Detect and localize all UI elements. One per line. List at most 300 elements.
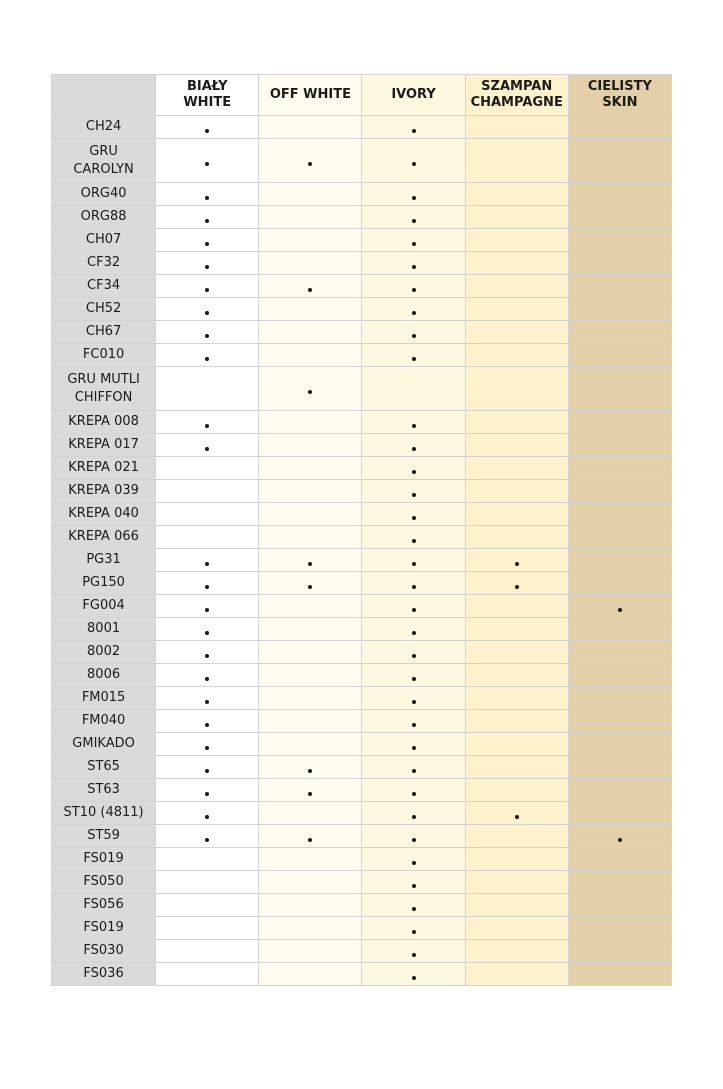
availability-cell — [465, 917, 568, 940]
fabric-name-line1: KREPA 017 — [68, 437, 139, 452]
column-header-line2: WHITE — [183, 95, 232, 110]
availability-cell — [259, 275, 362, 298]
table-row — [52, 664, 672, 687]
availability-cell — [465, 116, 568, 139]
available-dot-icon — [308, 390, 312, 394]
availability-cell — [259, 206, 362, 229]
fabric-name-cell — [52, 549, 156, 572]
availability-cell — [568, 526, 671, 549]
availability-cell — [465, 779, 568, 802]
column-header-line2: CHAMPAGNE — [470, 95, 563, 110]
fabric-name-cell — [52, 526, 156, 549]
table-row — [52, 641, 672, 664]
availability-cell — [465, 183, 568, 206]
available-dot-icon — [412, 539, 416, 543]
table-row — [52, 963, 672, 986]
available-dot-icon — [412, 700, 416, 704]
availability-cell — [465, 344, 568, 367]
availability-cell — [156, 503, 259, 526]
availability-cell — [362, 756, 465, 779]
availability-cell — [568, 183, 671, 206]
available-dot-icon — [205, 654, 209, 658]
fabric-name-line1: KREPA 008 — [68, 414, 139, 429]
availability-cell — [259, 664, 362, 687]
available-dot-icon — [205, 585, 209, 589]
column-header-line2: SKIN — [602, 95, 638, 110]
fabric-name-line1: FS019 — [83, 851, 124, 866]
availability-cell — [465, 595, 568, 618]
available-dot-icon — [205, 746, 209, 750]
table-row — [52, 275, 672, 298]
availability-cell — [156, 206, 259, 229]
availability-cell — [362, 710, 465, 733]
availability-cell — [465, 710, 568, 733]
availability-cell — [362, 917, 465, 940]
available-dot-icon — [205, 608, 209, 612]
available-dot-icon — [618, 838, 622, 842]
column-header-line1: SZAMPAN — [481, 79, 553, 94]
availability-cell — [259, 229, 362, 252]
availability-cell — [259, 321, 362, 344]
column-header-white — [156, 75, 259, 116]
fabric-name-line1: FM040 — [81, 713, 126, 728]
fabric-name-line1: PG31 — [86, 552, 121, 567]
table-row — [52, 206, 672, 229]
fabric-name-line1: FG004 — [82, 598, 125, 613]
available-dot-icon — [412, 585, 416, 589]
availability-cell — [362, 802, 465, 825]
availability-cell — [362, 549, 465, 572]
table-row — [52, 572, 672, 595]
table-row — [52, 434, 672, 457]
available-dot-icon — [618, 608, 622, 612]
available-dot-icon — [308, 585, 312, 589]
available-dot-icon — [412, 562, 416, 566]
available-dot-icon — [412, 196, 416, 200]
table-row — [52, 917, 672, 940]
availability-cell — [156, 963, 259, 986]
fabric-name-line1: CH67 — [85, 324, 122, 339]
fabric-name-line1: GRU MUTLI — [67, 371, 140, 387]
availability-cell — [568, 344, 671, 367]
availability-cell — [259, 779, 362, 802]
table-row — [52, 229, 672, 252]
available-dot-icon — [205, 838, 209, 842]
availability-cell — [156, 687, 259, 710]
fabric-name-cell — [52, 687, 156, 710]
availability-cell — [156, 664, 259, 687]
availability-cell — [362, 503, 465, 526]
available-dot-icon — [308, 288, 312, 292]
availability-cell — [568, 917, 671, 940]
availability-cell — [568, 871, 671, 894]
availability-cell — [156, 894, 259, 917]
available-dot-icon — [205, 357, 209, 361]
available-dot-icon — [412, 470, 416, 474]
fabric-name-cell — [52, 572, 156, 595]
availability-cell — [156, 549, 259, 572]
available-dot-icon — [412, 953, 416, 957]
available-dot-icon — [412, 746, 416, 750]
availability-cell — [465, 434, 568, 457]
available-dot-icon — [515, 815, 519, 819]
fabric-name-cell — [52, 940, 156, 963]
availability-cell — [156, 733, 259, 756]
availability-cell — [465, 940, 568, 963]
table-body — [52, 116, 672, 986]
availability-cell — [465, 367, 568, 411]
fabric-name-line1: CF32 — [87, 255, 121, 270]
fabric-name-line1: CH24 — [85, 119, 122, 134]
fabric-name-cell — [52, 618, 156, 641]
availability-cell — [465, 549, 568, 572]
availability-cell — [465, 275, 568, 298]
available-dot-icon — [205, 242, 209, 246]
availability-cell — [568, 802, 671, 825]
fabric-name-line1: ST65 — [87, 759, 120, 774]
availability-cell — [568, 595, 671, 618]
availability-cell — [259, 710, 362, 733]
fabric-name-line1: FC010 — [82, 347, 125, 362]
availability-cell — [259, 298, 362, 321]
availability-cell — [259, 411, 362, 434]
table-row — [52, 871, 672, 894]
availability-cell — [568, 116, 671, 139]
availability-cell — [259, 183, 362, 206]
fabric-name-cell — [52, 710, 156, 733]
table-row — [52, 549, 672, 572]
available-dot-icon — [205, 162, 209, 166]
availability-cell — [465, 526, 568, 549]
available-dot-icon — [412, 357, 416, 361]
table-row — [52, 503, 672, 526]
table-row — [52, 298, 672, 321]
column-header-line1: OFF WHITE — [269, 87, 351, 102]
table-row — [52, 367, 672, 411]
availability-cell — [259, 480, 362, 503]
availability-cell — [259, 618, 362, 641]
availability-cell — [465, 848, 568, 871]
table-row — [52, 779, 672, 802]
availability-cell — [259, 367, 362, 411]
fabric-name-cell — [52, 963, 156, 986]
availability-cell — [362, 116, 465, 139]
table-row — [52, 802, 672, 825]
table-row — [52, 116, 672, 139]
fabric-name-cell — [52, 457, 156, 480]
availability-cell — [568, 411, 671, 434]
available-dot-icon — [308, 562, 312, 566]
table-row — [52, 825, 672, 848]
availability-cell — [465, 139, 568, 183]
availability-cell — [156, 595, 259, 618]
fabric-name-cell — [52, 367, 156, 411]
availability-cell — [156, 480, 259, 503]
available-dot-icon — [205, 562, 209, 566]
fabric-name-line1: 8001 — [87, 621, 121, 636]
fabric-name-line1: 8006 — [87, 667, 121, 682]
availability-cell — [568, 733, 671, 756]
available-dot-icon — [205, 700, 209, 704]
availability-cell — [259, 848, 362, 871]
fabric-name-line1: FS036 — [83, 966, 124, 981]
availability-cell — [362, 779, 465, 802]
fabric-name-line1: GRU — [89, 143, 118, 159]
available-dot-icon — [205, 677, 209, 681]
availability-cell — [465, 963, 568, 986]
column-header-line1: BIAŁY — [186, 79, 228, 94]
availability-cell — [568, 275, 671, 298]
availability-cell — [156, 116, 259, 139]
availability-cell — [362, 206, 465, 229]
available-dot-icon — [205, 265, 209, 269]
fabric-name-cell — [52, 733, 156, 756]
fabric-name-line1: ST10 (4811) — [63, 805, 144, 820]
fabric-name-line1: 8002 — [87, 644, 121, 659]
table-row — [52, 252, 672, 275]
availability-cell — [465, 503, 568, 526]
available-dot-icon — [412, 424, 416, 428]
fabric-name-cell — [52, 641, 156, 664]
availability-cell — [362, 480, 465, 503]
corner-cell — [52, 75, 156, 116]
column-header-off-white — [259, 75, 362, 116]
fabric-name-line1: CH07 — [85, 232, 122, 247]
availability-cell — [568, 434, 671, 457]
availability-cell — [362, 641, 465, 664]
availability-cell — [568, 503, 671, 526]
availability-cell — [156, 917, 259, 940]
availability-cell — [362, 367, 465, 411]
available-dot-icon — [412, 219, 416, 223]
availability-cell — [465, 411, 568, 434]
availability-cell — [465, 802, 568, 825]
availability-cell — [156, 139, 259, 183]
available-dot-icon — [412, 907, 416, 911]
available-dot-icon — [308, 838, 312, 842]
available-dot-icon — [412, 242, 416, 246]
availability-cell — [568, 457, 671, 480]
availability-cell — [362, 687, 465, 710]
table-row — [52, 894, 672, 917]
availability-cell — [259, 526, 362, 549]
availability-cell — [568, 825, 671, 848]
availability-cell — [259, 733, 362, 756]
available-dot-icon — [515, 562, 519, 566]
available-dot-icon — [412, 654, 416, 658]
column-header-line1: CIELISTY — [587, 79, 652, 94]
fabric-name-line1: KREPA 021 — [68, 460, 139, 475]
available-dot-icon — [412, 815, 416, 819]
availability-cell — [259, 825, 362, 848]
available-dot-icon — [205, 769, 209, 773]
available-dot-icon — [412, 631, 416, 635]
availability-cell — [362, 825, 465, 848]
available-dot-icon — [412, 493, 416, 497]
fabric-name-cell — [52, 595, 156, 618]
availability-cell — [156, 779, 259, 802]
available-dot-icon — [205, 447, 209, 451]
availability-cell — [362, 526, 465, 549]
availability-cell — [259, 595, 362, 618]
fabric-name-line1: FS050 — [83, 874, 124, 889]
availability-cell — [362, 940, 465, 963]
fabric-name-line1: KREPA 040 — [68, 506, 139, 521]
availability-cell — [156, 457, 259, 480]
available-dot-icon — [205, 723, 209, 727]
available-dot-icon — [412, 129, 416, 133]
table-row — [52, 940, 672, 963]
table-row — [52, 618, 672, 641]
availability-cell — [156, 710, 259, 733]
availability-cell — [362, 894, 465, 917]
available-dot-icon — [412, 447, 416, 451]
availability-cell — [362, 344, 465, 367]
fabric-name-line1: ST59 — [87, 828, 120, 843]
availability-cell — [568, 848, 671, 871]
availability-cell — [362, 321, 465, 344]
available-dot-icon — [308, 792, 312, 796]
availability-cell — [362, 275, 465, 298]
available-dot-icon — [412, 288, 416, 292]
availability-cell — [259, 344, 362, 367]
fabric-name-line1: FS019 — [83, 920, 124, 935]
available-dot-icon — [308, 162, 312, 166]
availability-cell — [259, 252, 362, 275]
availability-cell — [362, 411, 465, 434]
fabric-name-cell — [52, 664, 156, 687]
fabric-name-line1: PG150 — [82, 575, 125, 590]
availability-cell — [568, 206, 671, 229]
available-dot-icon — [412, 976, 416, 980]
available-dot-icon — [412, 792, 416, 796]
availability-cell — [568, 572, 671, 595]
availability-cell — [465, 457, 568, 480]
fabric-name-cell — [52, 848, 156, 871]
availability-cell — [568, 710, 671, 733]
availability-cell — [156, 641, 259, 664]
fabric-name-line1: ORG88 — [80, 209, 127, 224]
fabric-name-line1: ORG40 — [80, 186, 127, 201]
fabric-name-line1: ST63 — [87, 782, 120, 797]
availability-cell — [156, 344, 259, 367]
fabric-name-cell — [52, 183, 156, 206]
column-header-line1: IVORY — [391, 87, 436, 102]
table-row — [52, 687, 672, 710]
available-dot-icon — [412, 838, 416, 842]
available-dot-icon — [412, 608, 416, 612]
table-row — [52, 848, 672, 871]
availability-cell — [156, 940, 259, 963]
availability-cell — [362, 664, 465, 687]
availability-cell — [465, 252, 568, 275]
available-dot-icon — [205, 424, 209, 428]
availability-cell — [465, 206, 568, 229]
availability-cell — [465, 298, 568, 321]
fabric-name-line1: FS030 — [83, 943, 124, 958]
available-dot-icon — [515, 585, 519, 589]
table-row — [52, 411, 672, 434]
fabric-name-cell — [52, 116, 156, 139]
fabric-name-cell — [52, 480, 156, 503]
availability-cell — [156, 802, 259, 825]
table-row — [52, 183, 672, 206]
availability-cell — [465, 641, 568, 664]
available-dot-icon — [412, 162, 416, 166]
fabric-name-cell — [52, 344, 156, 367]
fabric-name-cell — [52, 802, 156, 825]
fabric-name-cell — [52, 434, 156, 457]
availability-cell — [156, 252, 259, 275]
availability-cell — [156, 229, 259, 252]
fabric-name-cell — [52, 275, 156, 298]
fabric-name-line2: CAROLYN — [73, 161, 134, 177]
available-dot-icon — [412, 334, 416, 338]
fabric-name-cell — [52, 321, 156, 344]
availability-cell — [259, 894, 362, 917]
availability-cell — [259, 139, 362, 183]
availability-cell — [568, 963, 671, 986]
availability-cell — [465, 480, 568, 503]
fabric-name-line1: CF34 — [87, 278, 121, 293]
fabric-name-line2: CHIFFON — [74, 389, 133, 405]
available-dot-icon — [205, 219, 209, 223]
availability-cell — [568, 229, 671, 252]
fabric-name-line1: FM015 — [81, 690, 126, 705]
availability-cell — [259, 687, 362, 710]
availability-cell — [362, 871, 465, 894]
availability-cell — [259, 434, 362, 457]
availability-cell — [568, 549, 671, 572]
availability-cell — [156, 434, 259, 457]
available-dot-icon — [205, 334, 209, 338]
availability-cell — [362, 252, 465, 275]
availability-cell — [568, 756, 671, 779]
availability-cell — [465, 572, 568, 595]
fabric-name-cell — [52, 894, 156, 917]
availability-cell — [465, 687, 568, 710]
table-row — [52, 756, 672, 779]
available-dot-icon — [205, 196, 209, 200]
availability-cell — [465, 894, 568, 917]
fabric-name-cell — [52, 779, 156, 802]
fabric-name-cell — [52, 503, 156, 526]
availability-cell — [362, 229, 465, 252]
available-dot-icon — [205, 631, 209, 635]
available-dot-icon — [412, 769, 416, 773]
table-row — [52, 480, 672, 503]
availability-cell — [465, 618, 568, 641]
availability-cell — [465, 825, 568, 848]
fabric-name-cell — [52, 411, 156, 434]
fabric-name-cell — [52, 229, 156, 252]
table-row — [52, 344, 672, 367]
fabric-name-cell — [52, 252, 156, 275]
availability-cell — [568, 367, 671, 411]
availability-cell — [259, 940, 362, 963]
availability-cell — [568, 894, 671, 917]
availability-cell — [568, 641, 671, 664]
availability-cell — [362, 139, 465, 183]
availability-cell — [362, 618, 465, 641]
availability-cell — [259, 641, 362, 664]
available-dot-icon — [412, 677, 416, 681]
availability-cell — [362, 298, 465, 321]
availability-cell — [259, 756, 362, 779]
available-dot-icon — [205, 815, 209, 819]
fabric-name-line1: KREPA 066 — [68, 529, 139, 544]
availability-cell — [362, 733, 465, 756]
